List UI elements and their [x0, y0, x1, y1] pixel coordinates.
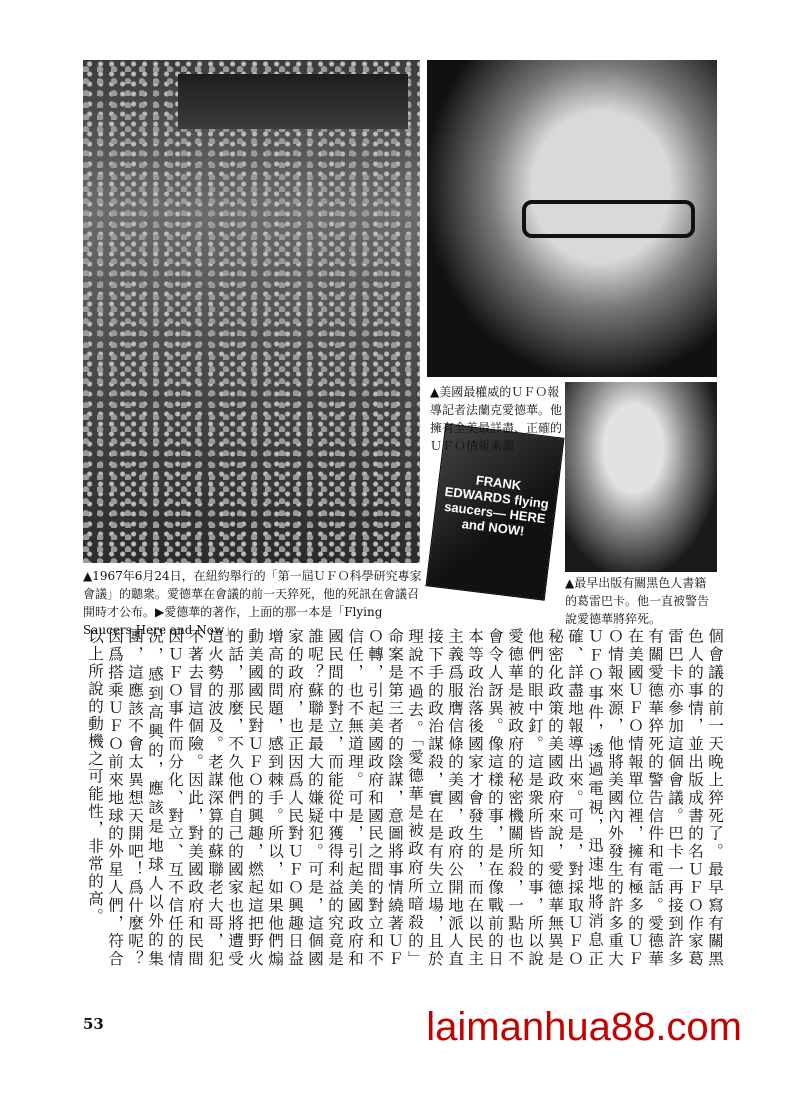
article-body [85, 628, 725, 968]
body-column-right: 命案是第三者的陰謀，意圖將事情繞著ＵＦＯ轉，引起美國政府和國民之間的對立和不信任，也不無道理。可是，引起美國政府和國民間的對立，而能從中獲得利益的究竟是誰呢？蘇聯是最大的嫌疑犯。可是，這個國家的政府，也正因爲人民對ＵＦＯ興趣日益增高的問題，感到棘手。所以，如果他們煽動美國國民對ＵＦＯ的興趣，燃起這把野火的話，那麼，不久他們自己的國家也將遭受這火勢的波及。老謀深算的蘇聯老大哥，犯不著去冒這個險。因此，對美國政府和民間因ＵＦＯ事件而分化、對立、互不信任的情況，感到高興的，應該是地球人以外的集團，這應該不會太異想天開吧！爲什麼呢？因爲搭乘ＵＦＯ前來地球的外星人們，符合以上所說的動機之可能性，非常的高。 [86, 628, 404, 968]
glasses-shape [522, 200, 695, 238]
crowd-caption: ▲1967年6月24日，在紐約舉行的「第一屆ＵＦＯ科學研究專家會議」的聽衆。愛德華在會議的前一天猝死，他的死訊在會議召開時才公布。▶愛德華的著作，上面的那一本是「Flying Saucers Here and Now」。 [83, 569, 422, 637]
watermark: laimanhua88.com [426, 1005, 742, 1049]
body-column-left: 個會議的前一天晚上猝死了。最早寫有關黑色人的事情，並出版成書的名ＵＦＯ作家葛雷巴卡亦參加這個會議。巴卡一再接到許多有關愛德華猝死的警告信件和電話。愛德華在美國ＵＦＯ情報單位裡，擁有極多的ＵＦＯ情報來源，他將美國內外發生的許多重大ＵＦＯ事件，透過電視，迅速地將消息正確、詳盡地報導出來。可是，對採取ＵＦＯ秘密化政策的美國政府來說，愛德華無異是他們的眼中釘。這是衆所皆知的事，所以說愛德華是被政府的秘密機關所殺，一點也不會令人訝異。像這樣的事，是在像戰前的日本等政治落後國家才會發生的，而在以民主主義爲服膺信條的美國，政府公開地派人直接下手的政治謀殺，實在是有失立場，且於理說不過去。「愛德華是被政府所暗殺的」 [406, 628, 724, 968]
barker-caption: ▲最早出版有關黑色人書籍的葛雷巴卡。他一直被警告說愛德華將猝死。 [565, 576, 710, 626]
crowd-photo [83, 60, 420, 563]
barker-portrait-photo [565, 382, 717, 572]
stage-banner [178, 74, 408, 129]
book-cover-title: FRANK EDWARDS flying saucers— HERE and NOW! [443, 472, 550, 539]
edwards-caption: ▲美國最權威的ＵＦＯ報導記者法蘭克愛德華。他擁有全美最詳盡、正確的ＵＦＯ情報來源 [430, 385, 563, 453]
page-number: 53 [83, 1015, 104, 1033]
edwards-portrait-photo [427, 60, 717, 377]
